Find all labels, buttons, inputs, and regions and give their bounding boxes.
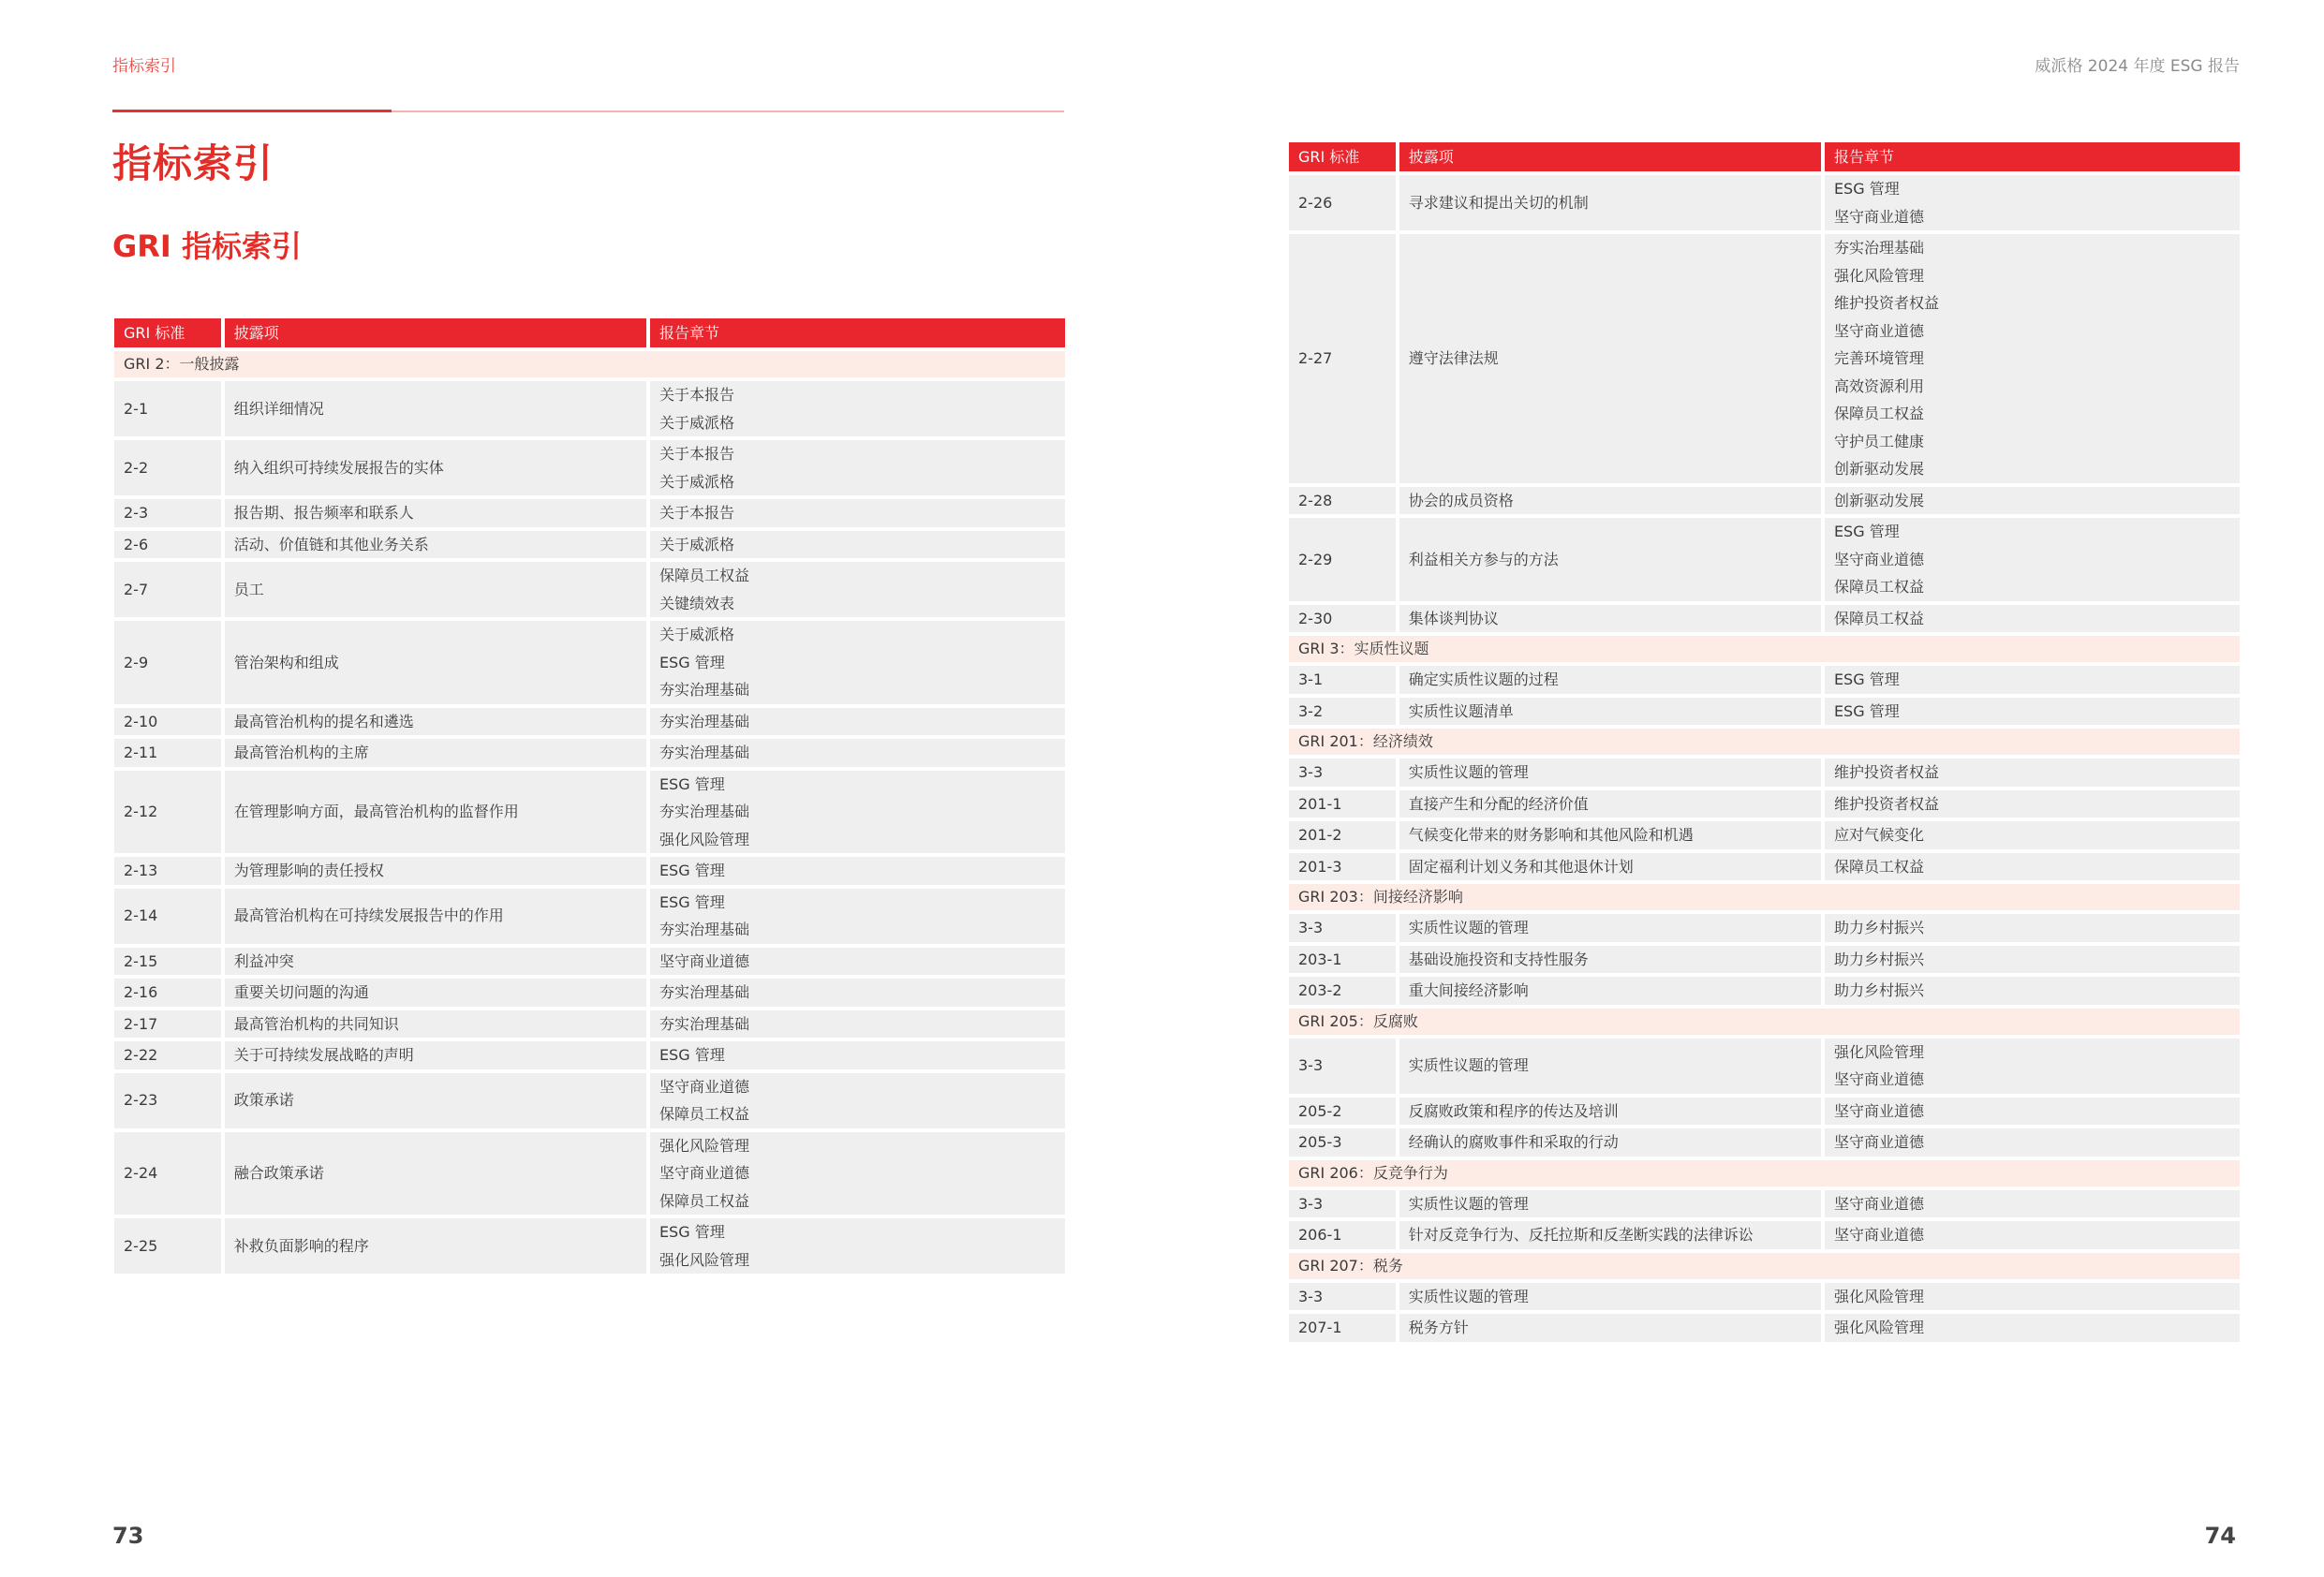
chapter-name: 保障员工权益 [659,1191,749,1210]
report-chapters [1825,698,2240,726]
table-row [114,1073,1065,1128]
gri-code: 2-14 [114,889,221,944]
table-row [114,440,1065,495]
chapter-name: 强化风险管理 [659,1250,749,1269]
report-chapters [1825,821,2240,849]
report-chapters [1825,175,2240,230]
table-row [114,562,1065,617]
disclosure-item: 实质性议题的管理 [1399,1283,1821,1311]
disclosure-item: 气候变化带来的财务影响和其他风险和机遇 [1399,821,1821,849]
table-row [1289,759,2240,787]
disclosure-item: 反腐败政策和程序的传达及培训 [1399,1098,1821,1126]
table-row [1289,605,2240,633]
report-chapters [1825,1039,2240,1094]
gri-code: 2-2 [114,440,221,495]
disclosure-item: 实质性议题的管理 [1399,914,1821,942]
chapter-name: 强化风险管理 [1833,1319,1924,1336]
table-header-row [1289,142,2240,171]
report-chapters [650,857,1065,885]
report-chapters [650,771,1065,854]
report-chapters [1825,977,2240,1005]
column-header-chapter: 报告章节 [650,318,1065,347]
table-row [1289,977,2240,1005]
running-header-report-title: 威派格 2024 年度 ESG 报告 [2035,57,2240,76]
disclosure-item: 重要关切问题的沟通 [225,979,646,1007]
report-chapters [650,889,1065,944]
gri-code: 207-1 [1289,1314,1396,1342]
chapter-name: 维护投资者权益 [1833,763,1939,781]
chapter-name: 坚守商业道德 [1833,1194,1924,1213]
gri-code: 201-3 [1289,853,1396,881]
report-chapters [650,381,1065,436]
gri-code: 2-10 [114,708,221,736]
chapter-name: 夯实治理基础 [659,921,749,938]
disclosure-item: 确定实质性议题的过程 [1399,666,1821,694]
disclosure-item: 利益冲突 [225,948,646,976]
disclosure-item: 税务方针 [1399,1314,1821,1342]
report-chapters [650,562,1065,617]
report-chapters [650,1218,1065,1274]
section-label: GRI 203：间接经济影响 [1289,884,2240,910]
table-row [1289,1283,2240,1311]
section-label: GRI 3：实质性议题 [1289,636,2240,662]
gri-code: 2-24 [114,1132,221,1216]
table-row [1289,914,2240,942]
section-label: GRI 201：经济绩效 [1289,729,2240,755]
table-row [114,1132,1065,1216]
report-chapters [1825,946,2240,974]
chapter-name: 强化风险管理 [1833,1042,1924,1061]
chapter-name: 保障员工权益 [659,567,749,584]
gri-code: 3-3 [1289,1283,1396,1311]
chapter-name: 坚守商业道德 [1833,207,1924,226]
chapter-name: 保障员工权益 [1833,857,1924,876]
table-row [114,857,1065,885]
chapter-name: 完善环境管理 [1833,349,1924,367]
disclosure-item: 最高管治机构的共同知识 [225,1010,646,1039]
chapter-name: 创新驱动发展 [1833,460,1924,478]
disclosure-item: 在管理影响方面，最高管治机构的监督作用 [225,771,646,854]
table-row [114,499,1065,527]
gri-code: 2-17 [114,1010,221,1039]
chapter-name: ESG 管理 [659,892,725,911]
gri-code: 203-2 [1289,977,1396,1005]
report-chapters [650,739,1065,767]
gri-code: 3-2 [1289,698,1396,726]
table-row [114,1218,1065,1274]
gri-code: 2-6 [114,531,221,559]
gri-code: 2-9 [114,621,221,704]
gri-code: 2-27 [1289,234,1396,483]
report-chapters [1825,1098,2240,1126]
chapter-name: 高效资源利用 [1833,376,1924,395]
gri-code: 2-25 [114,1218,221,1274]
disclosure-item: 固定福利计划义务和其他退休计划 [1399,853,1821,881]
table-row [114,979,1065,1007]
table-row [1289,790,2240,818]
chapter-name: 创新驱动发展 [1833,491,1924,509]
gri-code: 2-26 [1289,175,1396,230]
chapter-name: 坚守商业道德 [659,951,749,970]
column-header-disclosure: 披露项 [1399,142,1821,171]
gri-code: 3-3 [1289,759,1396,787]
chapter-name: ESG 管理 [659,1046,725,1064]
chapter-name: 夯实治理基础 [659,712,749,730]
report-chapters [1825,1128,2240,1157]
table-header-row [114,318,1065,347]
chapter-name: 强化风险管理 [659,830,749,848]
gri-code: 2-11 [114,739,221,767]
chapter-name: 夯实治理基础 [659,983,749,1001]
report-chapters [650,1073,1065,1128]
chapter-name: 保障员工权益 [1833,578,1924,596]
running-header-section: 指标索引 [112,57,176,76]
column-header-standard: GRI 标准 [1289,142,1396,171]
table-row [1289,1128,2240,1157]
section-row [114,351,1065,377]
chapter-name: ESG 管理 [659,653,725,671]
table-row [1289,518,2240,601]
disclosure-item: 关于可持续发展战略的声明 [225,1041,646,1069]
gri-code: 201-1 [1289,790,1396,818]
table-row [1289,1221,2240,1249]
gri-code: 201-2 [1289,821,1396,849]
chapter-name: 强化风险管理 [659,1136,749,1155]
gri-code: 206-1 [1289,1221,1396,1249]
chapter-name: 坚守商业道德 [1833,321,1924,340]
table-row [1289,234,2240,483]
chapter-name: 维护投资者权益 [1833,294,1939,312]
page-number-left: 73 [112,1523,144,1549]
report-chapters [650,531,1065,559]
chapter-name: 关于本报告 [659,504,734,522]
report-chapters [1825,759,2240,787]
disclosure-item: 协会的成员资格 [1399,487,1821,515]
chapter-name: 坚守商业道德 [1833,1101,1924,1120]
gri-code: 3-3 [1289,1190,1396,1218]
table-row [114,1041,1065,1069]
gri-index-table-left [111,315,1069,1277]
section-row [1289,1160,2240,1186]
report-chapters [650,708,1065,736]
chapter-name: 守护员工健康 [1833,432,1924,450]
column-header-standard: GRI 标准 [114,318,221,347]
disclosure-item: 融合政策承诺 [225,1132,646,1216]
section-label: GRI 206：反竞争行为 [1289,1160,2240,1186]
gri-code: 205-3 [1289,1128,1396,1157]
gri-code: 2-28 [1289,487,1396,515]
report-chapters [1825,518,2240,601]
table-row [114,948,1065,976]
chapter-name: 关于威派格 [659,413,734,432]
chapter-name: 夯实治理基础 [1833,239,1924,257]
report-chapters [650,1041,1065,1069]
disclosure-item: 活动、价值链和其他业务关系 [225,531,646,559]
report-chapters [1825,605,2240,633]
report-chapters [1825,1283,2240,1311]
gri-code: 2-29 [1289,518,1396,601]
section-label: GRI 2：一般披露 [114,351,1065,377]
report-chapters [650,499,1065,527]
chapter-name: 关于威派格 [659,626,734,643]
report-chapters [650,621,1065,704]
column-header-chapter: 报告章节 [1825,142,2240,171]
report-chapters [1825,1314,2240,1342]
table-row [114,1010,1065,1039]
table-row [114,739,1065,767]
disclosure-item: 实质性议题的管理 [1399,1039,1821,1094]
disclosure-item: 报告期、报告频率和联系人 [225,499,646,527]
gri-code: 2-13 [114,857,221,885]
chapter-name: 应对气候变化 [1833,826,1924,844]
chapter-name: 保障员工权益 [1833,609,1924,627]
disclosure-item: 最高管治机构在可持续发展报告中的作用 [225,889,646,944]
chapter-name: 助力乡村振兴 [1833,919,1924,936]
disclosure-item: 最高管治机构的主席 [225,739,646,767]
chapter-name: 坚守商业道德 [1833,1226,1924,1244]
gri-code: 205-2 [1289,1098,1396,1126]
chapter-name: 坚守商业道德 [1833,1133,1924,1151]
gri-code: 2-22 [114,1041,221,1069]
table-row [114,621,1065,704]
gri-index-table-right [1285,139,2243,1346]
chapter-name: 助力乡村振兴 [1833,981,1924,999]
report-chapters [1825,790,2240,818]
disclosure-item: 利益相关方参与的方法 [1399,518,1821,601]
table-row [1289,1039,2240,1094]
table-row [1289,1190,2240,1218]
disclosure-item: 组织详细情况 [225,381,646,436]
table-row [114,381,1065,436]
gri-code: 2-15 [114,948,221,976]
chapter-name: 夯实治理基础 [659,803,749,820]
chapter-name: 关于本报告 [659,445,734,463]
report-chapters [1825,1221,2240,1249]
disclosure-item: 补救负面影响的程序 [225,1218,646,1274]
gri-code: 3-3 [1289,914,1396,942]
disclosure-item: 政策承诺 [225,1073,646,1128]
table-row [1289,946,2240,974]
table-row [1289,698,2240,726]
chapter-name: 保障员工权益 [1833,405,1924,422]
section-title: GRI 指标索引 [112,228,302,264]
table-row [114,708,1065,736]
disclosure-item: 针对反竞争行为、反托拉斯和反垄断实践的法律诉讼 [1399,1221,1821,1249]
chapter-name: ESG 管理 [1833,180,1900,198]
chapter-name: 夯实治理基础 [659,744,749,761]
chapter-name: 强化风险管理 [1833,1287,1924,1305]
disclosure-item: 为管理影响的责任授权 [225,857,646,885]
report-chapters [1825,487,2240,515]
chapter-name: 助力乡村振兴 [1833,950,1924,968]
chapter-name: 坚守商业道德 [659,1164,749,1182]
chapter-name: ESG 管理 [1833,701,1900,720]
disclosure-item: 最高管治机构的提名和遴选 [225,708,646,736]
report-chapters [650,1132,1065,1216]
report-chapters [1825,914,2240,942]
section-label: GRI 205：反腐败 [1289,1009,2240,1035]
chapter-name: ESG 管理 [659,1223,725,1241]
disclosure-item: 实质性议题的管理 [1399,1190,1821,1218]
page-title: 指标索引 [112,140,274,186]
section-row [1289,636,2240,662]
chapter-name: ESG 管理 [1833,523,1900,540]
disclosure-item: 实质性议题清单 [1399,698,1821,726]
column-header-disclosure: 披露项 [225,318,646,347]
chapter-name: ESG 管理 [1833,671,1900,688]
disclosure-item: 集体谈判协议 [1399,605,1821,633]
disclosure-item: 寻求建议和提出关切的机制 [1399,175,1821,230]
gri-code: 3-3 [1289,1039,1396,1094]
report-chapters [650,440,1065,495]
section-row [1289,1009,2240,1035]
report-chapters [1825,666,2240,694]
section-row [1289,884,2240,910]
gri-code: 2-3 [114,499,221,527]
chapter-name: 关键绩效表 [659,594,734,612]
chapter-name: 夯实治理基础 [659,1014,749,1033]
table-row [1289,1098,2240,1126]
table-row [1289,1314,2240,1342]
page-number-right: 74 [2204,1523,2236,1549]
gri-code: 203-1 [1289,946,1396,974]
table-row [1289,821,2240,849]
table-row [1289,853,2240,881]
table-row [1289,175,2240,230]
chapter-name: 关于威派格 [659,472,734,491]
disclosure-item: 遵守法律法规 [1399,234,1821,483]
report-chapters [1825,853,2240,881]
chapter-name: 夯实治理基础 [659,681,749,699]
chapter-name: 维护投资者权益 [1833,794,1939,813]
gri-code: 2-7 [114,562,221,617]
disclosure-item: 管治架构和组成 [225,621,646,704]
chapter-name: 坚守商业道德 [1833,550,1924,568]
gri-code: 2-23 [114,1073,221,1128]
chapter-name: 关于威派格 [659,535,734,553]
chapter-name: 强化风险管理 [1833,266,1924,285]
section-label: GRI 207：税务 [1289,1253,2240,1279]
table-row [1289,487,2240,515]
report-chapters [1825,1190,2240,1218]
report-chapters [650,979,1065,1007]
gri-code: 2-16 [114,979,221,1007]
chapter-name: 坚守商业道德 [1833,1070,1924,1088]
chapter-name: ESG 管理 [659,774,725,793]
section-row [1289,729,2240,755]
chapter-name: ESG 管理 [659,862,725,879]
table-row [114,771,1065,854]
report-chapters [650,1010,1065,1039]
chapter-name: 关于本报告 [659,386,734,404]
gri-code: 2-12 [114,771,221,854]
report-chapters [1825,234,2240,483]
table-row [1289,666,2240,694]
chapter-name: 坚守商业道德 [659,1077,749,1096]
disclosure-item: 经确认的腐败事件和采取的行动 [1399,1128,1821,1157]
table-row [114,531,1065,559]
disclosure-item: 基础设施投资和支持性服务 [1399,946,1821,974]
disclosure-item: 直接产生和分配的经济价值 [1399,790,1821,818]
chapter-name: 保障员工权益 [659,1105,749,1123]
table-row [114,889,1065,944]
disclosure-item: 纳入组织可持续发展报告的实体 [225,440,646,495]
gri-code: 2-30 [1289,605,1396,633]
disclosure-item: 实质性议题的管理 [1399,759,1821,787]
disclosure-item: 员工 [225,562,646,617]
report-chapters [650,948,1065,976]
disclosure-item: 重大间接经济影响 [1399,977,1821,1005]
section-row [1289,1253,2240,1279]
header-divider-accent [112,110,392,112]
gri-code: 3-1 [1289,666,1396,694]
gri-code: 2-1 [114,381,221,436]
